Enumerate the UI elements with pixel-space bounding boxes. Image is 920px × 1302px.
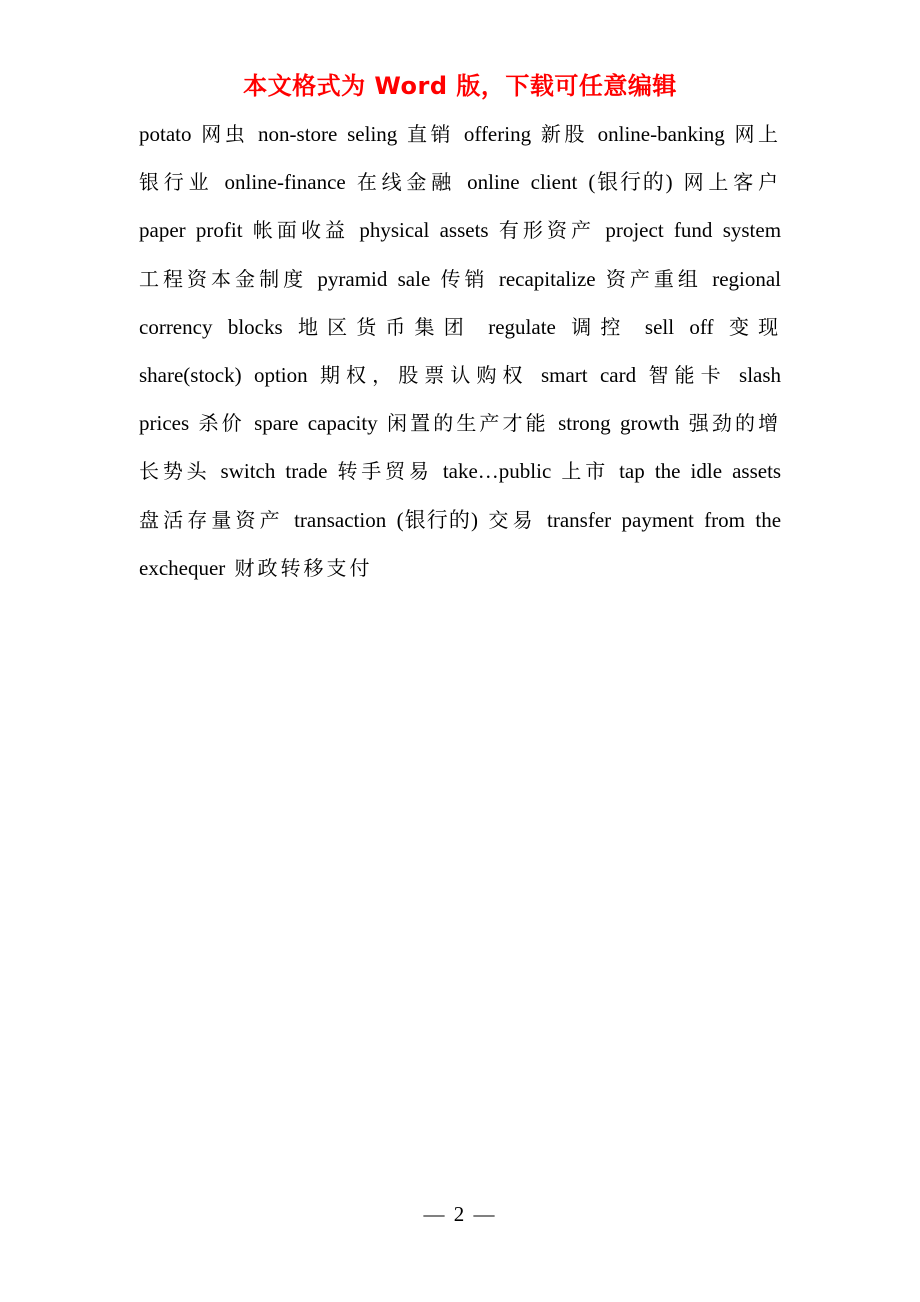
- page-number: — 2 —: [423, 1202, 497, 1226]
- glossary-paragraph: [139, 110, 781, 592]
- glossary-gloss: 传销: [440, 266, 489, 291]
- glossary-gloss: 有形资产: [498, 218, 596, 243]
- glossary-gloss: 变现: [728, 314, 782, 339]
- glossary-gloss: 闲置的生产才能: [387, 411, 549, 436]
- glossary-gloss: 财政转移支付: [234, 555, 373, 580]
- glossary-gloss: 上市: [561, 459, 610, 484]
- glossary-term: sell off: [644, 314, 714, 339]
- glossary-term: physical assets: [359, 218, 489, 243]
- glossary-term: pyramid sale: [317, 266, 431, 291]
- glossary-gloss: 网虫: [201, 122, 249, 146]
- glossary-term: offering: [463, 122, 532, 146]
- glossary-gloss: 工程资本金制度: [139, 266, 308, 291]
- glossary-gloss: 资产重组: [605, 266, 702, 291]
- glossary-term: share(stock) option: [139, 363, 308, 388]
- glossary-term: slash prices: [139, 363, 782, 436]
- glossary-term: online-banking: [597, 122, 725, 146]
- glossary-term: online-finance: [224, 170, 346, 195]
- glossary-gloss: 帐面收益: [252, 218, 350, 243]
- glossary-term: paper profit: [139, 218, 243, 243]
- glossary-term: project fund system: [605, 218, 782, 243]
- glossary-gloss: 网上客户: [683, 170, 782, 195]
- glossary-term: regulate: [488, 314, 556, 339]
- glossary-term: strong growth: [558, 411, 680, 436]
- glossary-term: recapitalize: [498, 266, 596, 291]
- glossary-term: take…public: [442, 459, 552, 484]
- glossary-term: potato: [139, 122, 192, 146]
- glossary-gloss: 转手贸易: [337, 459, 433, 484]
- glossary-gloss: 直销: [407, 122, 455, 146]
- glossary-term: spare capacity: [254, 411, 378, 436]
- glossary-term: tap the idle assets: [619, 459, 782, 484]
- page-banner: 本文格式为 Word 版，下载可任意编辑: [243, 72, 677, 100]
- glossary-gloss: 调控: [571, 314, 630, 339]
- glossary-gloss: 杀价: [198, 411, 245, 436]
- glossary-gloss: 地区货币集团: [298, 314, 473, 339]
- glossary-gloss: 盘活存量资产: [139, 507, 284, 532]
- glossary-term: transaction (银行的): [294, 507, 479, 532]
- glossary-term: regional correncу blocks: [139, 266, 782, 339]
- glossary-gloss: 智能卡: [648, 363, 727, 388]
- glossary-gloss: 在线金融: [356, 170, 457, 195]
- glossary-gloss: 强劲的增长势头: [139, 411, 782, 484]
- glossary-gloss: 网上银行业: [139, 122, 782, 195]
- glossary-term: switch trade: [220, 459, 328, 484]
- glossary-gloss: 新股: [540, 122, 588, 146]
- glossary-gloss: 交易: [488, 507, 537, 532]
- glossary-term: transfer payment from the exchequer: [139, 507, 782, 580]
- glossary-term: smart card: [540, 363, 637, 388]
- glossary-gloss: 期权，股票认购权: [319, 363, 529, 388]
- glossary-term: non-store seling: [258, 122, 398, 146]
- glossary-term: online client (银行的): [467, 170, 673, 195]
